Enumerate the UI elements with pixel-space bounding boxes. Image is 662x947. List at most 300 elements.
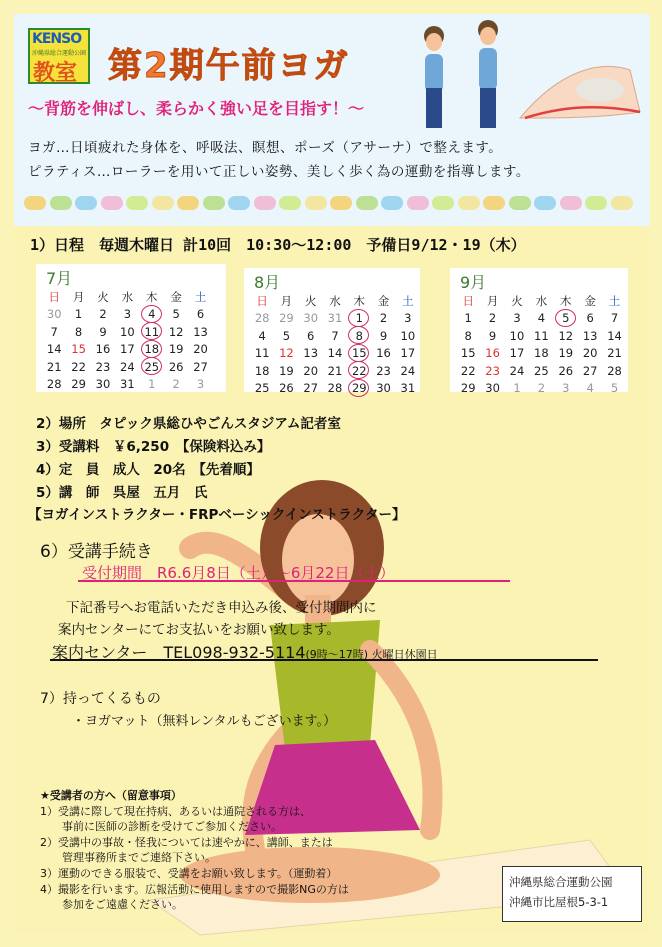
calendar-day-number: 27	[193, 359, 208, 374]
calendar-day	[188, 323, 212, 341]
calendar-day	[347, 327, 371, 345]
procedure-note-2: 案内センターにてお支払いをお願い致します。	[58, 622, 340, 638]
calendar-day-number: 22	[71, 359, 86, 374]
calendar-day	[323, 362, 347, 380]
calendar-day	[66, 358, 90, 376]
class-day-circle	[348, 326, 369, 344]
calendar-day-number: 18	[144, 342, 160, 357]
calendar-day-number: 31	[120, 377, 135, 392]
calendar-day	[188, 376, 212, 394]
decorative-dot	[407, 196, 429, 210]
calendar-day-number: 11	[254, 346, 270, 361]
application-period: 受付期間 R6.6月8日（土）～6月22日（土）	[82, 564, 395, 582]
calendar-day-number: 15	[71, 342, 86, 357]
calendar-day-number: 8	[74, 324, 83, 339]
calendar-day	[396, 345, 420, 363]
calendar-august	[244, 268, 420, 396]
calendar-day	[66, 341, 90, 359]
calendar-day-number: 16	[485, 346, 500, 361]
decorative-dot	[509, 196, 531, 210]
calendar-day	[164, 341, 188, 359]
calendar-day	[140, 306, 164, 324]
calendar-day	[115, 323, 139, 341]
desc-pilates: ピラティス…ローラーを用いて正しい姿勢、美しく歩く為の運動を指導します。	[28, 164, 530, 180]
calendar-day-number: 12	[558, 328, 574, 343]
calendar-day	[115, 341, 139, 359]
logo-brand: KENSO	[32, 31, 82, 47]
calendar-day-number: 4	[258, 328, 266, 343]
calendar-day	[140, 376, 164, 394]
calendar-day	[554, 345, 578, 363]
calendar-day-number: 16	[376, 346, 391, 361]
calendar-day-number: 27	[303, 381, 319, 396]
calendar-day-number: 5	[282, 328, 291, 343]
calendar-day-number: 12	[279, 346, 294, 361]
calendar-day	[529, 327, 553, 345]
class-day-circle	[348, 361, 369, 379]
logo-label: 教室	[33, 61, 78, 86]
calendar-day-number: 6	[307, 328, 315, 343]
calendar-day	[480, 310, 504, 328]
calendar-day-number: 23	[95, 359, 111, 374]
bring-item: ・ヨガマット（無料レンタルもございます。）	[72, 714, 337, 729]
decorative-dot	[432, 196, 454, 210]
calendar-day-number: 25	[254, 381, 270, 396]
calendar-day-number: 22	[351, 363, 367, 378]
calendar-day-number: 2	[99, 307, 107, 322]
calendar-month-label: 9月	[460, 273, 487, 292]
calendar-day	[299, 380, 323, 398]
notes-line: 2）受講中の事故・怪我については速やかに、講師、または	[40, 835, 333, 849]
decorative-dot	[585, 196, 607, 210]
calendar-day	[91, 341, 115, 359]
decorative-dot	[177, 196, 199, 210]
class-day-circle	[348, 309, 369, 327]
decorative-dot	[152, 196, 174, 210]
weekday-header: 土	[608, 293, 621, 308]
decorative-dot	[50, 196, 72, 210]
calendar-day	[140, 358, 164, 376]
calendar-day	[115, 306, 139, 324]
calendar-day-number: 26	[558, 363, 574, 378]
calendar-september	[450, 268, 628, 396]
calendar-day-number: 1	[464, 311, 472, 326]
page-subtitle: ～背筋を伸ばし、柔らかく強い足を目指す！～	[28, 99, 365, 118]
calendar-day-number: 14	[327, 346, 343, 361]
calendar-day-number: 4	[537, 311, 546, 326]
calendar-day-number: 26	[168, 359, 184, 374]
calendar-day-number: 5	[172, 307, 180, 322]
calendar-day	[554, 362, 578, 380]
calendar-day	[578, 345, 602, 363]
decorative-bubbles	[24, 190, 634, 216]
calendar-day-number: 12	[168, 324, 184, 339]
calendar-day-number: 2	[488, 311, 497, 326]
calendar-day	[505, 327, 529, 345]
calendar-day-number: 31	[327, 311, 343, 326]
participant-notes	[40, 788, 349, 913]
calendar-day-number: 6	[196, 307, 205, 322]
weekday-header: 木	[560, 293, 572, 308]
calendar-day	[396, 327, 420, 345]
calendar-day-number: 25	[534, 363, 549, 378]
calendar-day	[480, 362, 504, 380]
calendar-day-number: 1	[74, 307, 83, 322]
calendar-day-number: 3	[196, 377, 205, 392]
calendar-day	[480, 380, 504, 398]
calendar-day-number: 30	[46, 307, 62, 322]
calendar-day	[299, 345, 323, 363]
calendar-day	[140, 323, 164, 341]
weekday-header: 火	[511, 293, 523, 308]
decorative-dot	[279, 196, 301, 210]
calendar-day	[42, 376, 66, 394]
notes-line: 事前に医師の診断を受けてご参加ください。	[40, 820, 282, 834]
calendar-day-number: 21	[327, 363, 343, 378]
calendar-day	[250, 345, 274, 363]
calendar-day	[371, 310, 395, 328]
calendar-day-number: 28	[607, 363, 622, 378]
calendar-day-number: 1	[513, 381, 521, 396]
calendar-day-number: 9	[379, 328, 388, 343]
calendar-day-number: 17	[509, 346, 525, 361]
notes-line: 3）運動のできる服装で、受講をお願い致します。（運動着）	[40, 866, 338, 880]
period-underline	[78, 580, 510, 582]
weekday-header: 日	[48, 289, 60, 304]
bring-heading: 7）持ってくるもの	[40, 691, 161, 707]
calendar-day	[66, 376, 90, 394]
calendar-day-number: 1	[148, 377, 156, 392]
calendar-day-number: 2	[537, 381, 546, 396]
calendar-day	[274, 362, 298, 380]
calendar-day-number: 2	[172, 377, 180, 392]
calendar-day-number: 21	[46, 359, 62, 374]
calendar-day	[505, 380, 529, 398]
calendar-day	[347, 310, 371, 328]
calendar-day	[554, 380, 578, 398]
notes-line: 参加をご遠慮ください。	[40, 898, 183, 912]
calendar-day-number: 6	[586, 311, 594, 326]
class-day-circle	[141, 340, 162, 358]
decorative-dot	[101, 196, 123, 210]
calendar-day-number: 30	[376, 381, 391, 396]
calendar-day-number: 2	[379, 311, 388, 326]
calendar-day-number: 29	[71, 377, 86, 392]
detail-capacity: 4）定 員 成人 20名 【先着順】	[36, 462, 260, 478]
schedule-line: 1）日程 毎週木曜日 計10回 10:30～12:00 予備日9/12・19（木）	[30, 236, 526, 254]
calendar-day	[602, 362, 626, 380]
calendar-day	[250, 327, 274, 345]
weekday-header: 金	[377, 293, 390, 308]
detail-instructor-role: 【ヨガインストラクター・FRPベーシックインストラクター】	[28, 507, 406, 523]
address-line-1: 沖縄県総合運動公園	[509, 875, 613, 889]
calendar-day-number: 29	[460, 381, 476, 396]
calendar-day	[396, 310, 420, 328]
calendar-day	[347, 345, 371, 363]
class-day-circle	[348, 379, 369, 397]
calendar-day	[164, 376, 188, 394]
calendar-day-number: 21	[607, 346, 622, 361]
calendar-day	[456, 380, 480, 398]
calendar-day	[396, 380, 420, 398]
calendar-day-number: 20	[193, 342, 208, 357]
calendar-day-number: 13	[193, 324, 208, 339]
decorative-dot	[305, 196, 327, 210]
decorative-dot	[458, 196, 480, 210]
desc-yoga: ヨガ…日頃疲れた身体を、呼吸法、瞑想、ポーズ（アサーナ）で整えます。	[28, 140, 503, 156]
calendar-day-number: 29	[279, 311, 294, 326]
calendar-day-number: 17	[120, 342, 135, 357]
weekday-header: 月	[72, 289, 85, 304]
class-day-circle	[141, 322, 162, 340]
calendar-day-number: 27	[582, 363, 598, 378]
calendar-day-number: 30	[485, 381, 500, 396]
calendar-day-number: 13	[582, 328, 598, 343]
calendar-day	[42, 358, 66, 376]
calendar-day	[140, 341, 164, 359]
address-box	[502, 866, 642, 922]
weekday-header: 土	[402, 293, 414, 308]
calendar-day-number: 15	[351, 346, 367, 361]
calendar-day-number: 14	[607, 328, 622, 343]
calendar-day	[578, 380, 602, 398]
class-day-circle	[141, 305, 162, 323]
calendar-day	[396, 362, 420, 380]
calendar-day-number: 7	[610, 311, 619, 326]
calendar-day	[115, 376, 139, 394]
calendar-day-number: 30	[95, 377, 111, 392]
kenso-logo	[28, 28, 90, 84]
calendar-day	[602, 327, 626, 345]
weekday-header: 水	[329, 293, 341, 308]
calendar-grid	[42, 288, 213, 393]
calendar-day	[602, 380, 626, 398]
calendar-day	[456, 345, 480, 363]
calendar-day-number: 19	[558, 346, 574, 361]
calendar-day	[505, 310, 529, 328]
calendar-day	[480, 345, 504, 363]
calendar-day-number: 24	[509, 363, 525, 378]
posture-figures	[424, 20, 498, 128]
calendar-day	[250, 310, 274, 328]
class-day-circle	[348, 344, 369, 362]
calendar-day	[578, 327, 602, 345]
calendar-day	[371, 362, 395, 380]
calendar-day-number: 10	[509, 328, 525, 343]
calendar-day	[347, 380, 371, 398]
calendar-day-number: 28	[254, 311, 270, 326]
center-underline	[50, 659, 598, 661]
decorative-dot	[356, 196, 378, 210]
detail-fee: 3）受講料 ￥6,250 【保険料込み】	[36, 439, 271, 455]
calendar-day-number: 10	[400, 328, 416, 343]
calendar-day-number: 5	[610, 381, 619, 396]
calendar-day-number: 18	[534, 346, 549, 361]
calendar-day	[91, 376, 115, 394]
calendar-day-number: 16	[95, 342, 111, 357]
calendar-day	[456, 362, 480, 380]
calendar-day-number: 20	[303, 363, 319, 378]
calendar-day-number: 30	[303, 311, 319, 326]
calendar-day	[347, 362, 371, 380]
calendar-day	[274, 327, 298, 345]
calendar-day	[602, 345, 626, 363]
calendar-day-number: 7	[331, 328, 339, 343]
calendar-day-number: 3	[513, 311, 521, 326]
calendar-day	[529, 380, 553, 398]
calendar-day-number: 3	[404, 311, 412, 326]
calendar-day-number: 17	[400, 346, 416, 361]
calendar-day-number: 3	[123, 307, 132, 322]
calendar-day	[323, 380, 347, 398]
calendar-day-number: 19	[168, 342, 184, 357]
address-line-2: 沖縄市比屋根5-3-1	[509, 895, 609, 909]
notes-line: 4）撮影を行います。広報活動に使用しますので撮影NGの方は	[40, 882, 349, 896]
calendar-day	[323, 310, 347, 328]
decorative-dot	[228, 196, 250, 210]
weekday-header: 木	[353, 293, 366, 308]
decorative-dot	[75, 196, 97, 210]
calendar-day-number: 7	[50, 324, 58, 339]
calendar-day-number: 29	[351, 381, 367, 396]
calendar-day	[42, 341, 66, 359]
info-center-tel: 案内センター TEL098-932-5114	[52, 643, 306, 662]
calendar-day-number: 9	[99, 324, 107, 339]
calendar-day	[602, 310, 626, 328]
decorative-dot	[254, 196, 276, 210]
logo-sub: 沖縄県総合運動公園	[32, 50, 87, 57]
weekday-header: 木	[146, 289, 158, 304]
class-day-circle	[141, 357, 162, 375]
calendar-month-label: 8月	[254, 273, 281, 292]
notes-line: 1）受講に際して現在持病、あるいは通院される方は、	[40, 804, 311, 818]
weekday-header: 金	[170, 289, 182, 304]
calendar-month-label: 7月	[46, 269, 73, 288]
calendar-day	[188, 341, 212, 359]
decorative-dot	[24, 196, 46, 210]
calendar-day-number: 10	[120, 324, 135, 339]
calendar-day	[480, 327, 504, 345]
calendar-day	[274, 345, 298, 363]
calendar-day-number: 3	[562, 381, 570, 396]
calendar-day	[115, 358, 139, 376]
calendar-day	[42, 306, 66, 324]
calendar-day-number: 15	[460, 346, 476, 361]
calendar-day	[554, 327, 578, 345]
calendar-day	[250, 362, 274, 380]
decorative-dot	[483, 196, 505, 210]
calendar-day-number: 22	[460, 363, 476, 378]
calendar-day-number: 4	[586, 381, 594, 396]
calendar-day-number: 8	[464, 328, 472, 343]
decorative-dot	[611, 196, 633, 210]
calendar-day-number: 23	[376, 363, 391, 378]
decorative-dot	[330, 196, 352, 210]
calendar-day-number: 26	[279, 381, 294, 396]
calendar-day	[91, 306, 115, 324]
calendar-day-number: 24	[400, 363, 416, 378]
calendar-day	[456, 327, 480, 345]
detail-instructor: 5）講 師 呉屋 五月 氏	[36, 485, 208, 501]
weekday-header: 火	[304, 293, 317, 308]
calendar-day	[164, 306, 188, 324]
calendar-day	[66, 323, 90, 341]
calendar-day-number: 28	[46, 377, 62, 392]
calendar-day	[529, 310, 553, 328]
weekday-header: 土	[194, 289, 207, 304]
foot-bones-illustration	[520, 66, 640, 118]
calendar-day	[505, 362, 529, 380]
decorative-dot	[560, 196, 582, 210]
calendar-day	[91, 323, 115, 341]
procedure-heading: 6）受講手続き	[40, 542, 153, 562]
calendar-day-number: 23	[485, 363, 500, 378]
weekday-header: 金	[584, 293, 596, 308]
calendar-day-number: 19	[279, 363, 294, 378]
weekday-header: 月	[486, 293, 499, 308]
calendar-day	[323, 345, 347, 363]
calendar-grid	[250, 292, 420, 397]
decorative-dot	[126, 196, 148, 210]
calendar-day-number: 13	[303, 346, 319, 361]
calendar-day	[299, 310, 323, 328]
calendar-day-number: 14	[46, 342, 62, 357]
weekday-header: 水	[535, 293, 548, 308]
calendar-day-number: 28	[327, 381, 343, 396]
calendar-day	[188, 358, 212, 376]
calendar-day-number: 8	[355, 328, 363, 343]
calendar-day-number: 9	[488, 328, 497, 343]
calendar-day	[505, 345, 529, 363]
class-day-circle	[555, 309, 576, 327]
decorative-dot	[203, 196, 225, 210]
weekday-header: 日	[256, 293, 268, 308]
decorative-dot	[381, 196, 403, 210]
calendar-day	[299, 362, 323, 380]
weekday-header: 水	[121, 289, 134, 304]
calendar-day	[42, 323, 66, 341]
calendar-day-number: 18	[254, 363, 270, 378]
weekday-header: 日	[462, 293, 474, 308]
calendar-day-number: 1	[355, 311, 363, 326]
decorative-dot	[534, 196, 556, 210]
calendar-day-number: 11	[144, 324, 160, 339]
calendar-grid	[456, 292, 627, 397]
calendar-day	[371, 380, 395, 398]
calendar-day-number: 25	[144, 359, 160, 374]
calendar-day	[299, 327, 323, 345]
notes-line: 管理事務所までご連絡下さい。	[40, 851, 216, 865]
calendar-day	[554, 310, 578, 328]
calendar-day-number: 11	[534, 328, 549, 343]
weekday-header: 月	[280, 293, 293, 308]
calendar-day-number: 4	[148, 307, 156, 322]
calendar-day	[371, 345, 395, 363]
notes-title: ★受講者の方へ（留意事項）	[40, 789, 182, 802]
calendar-day-number: 5	[562, 311, 570, 326]
calendar-day	[164, 323, 188, 341]
calendar-day-number: 24	[120, 359, 135, 374]
calendar-day	[578, 362, 602, 380]
weekday-header: 火	[97, 289, 109, 304]
calendar-day-number: 31	[400, 381, 416, 396]
calendar-day	[274, 380, 298, 398]
calendar-july	[36, 264, 226, 392]
calendar-day	[164, 358, 188, 376]
calendar-day	[250, 380, 274, 398]
calendar-day	[66, 306, 90, 324]
calendar-day	[578, 310, 602, 328]
